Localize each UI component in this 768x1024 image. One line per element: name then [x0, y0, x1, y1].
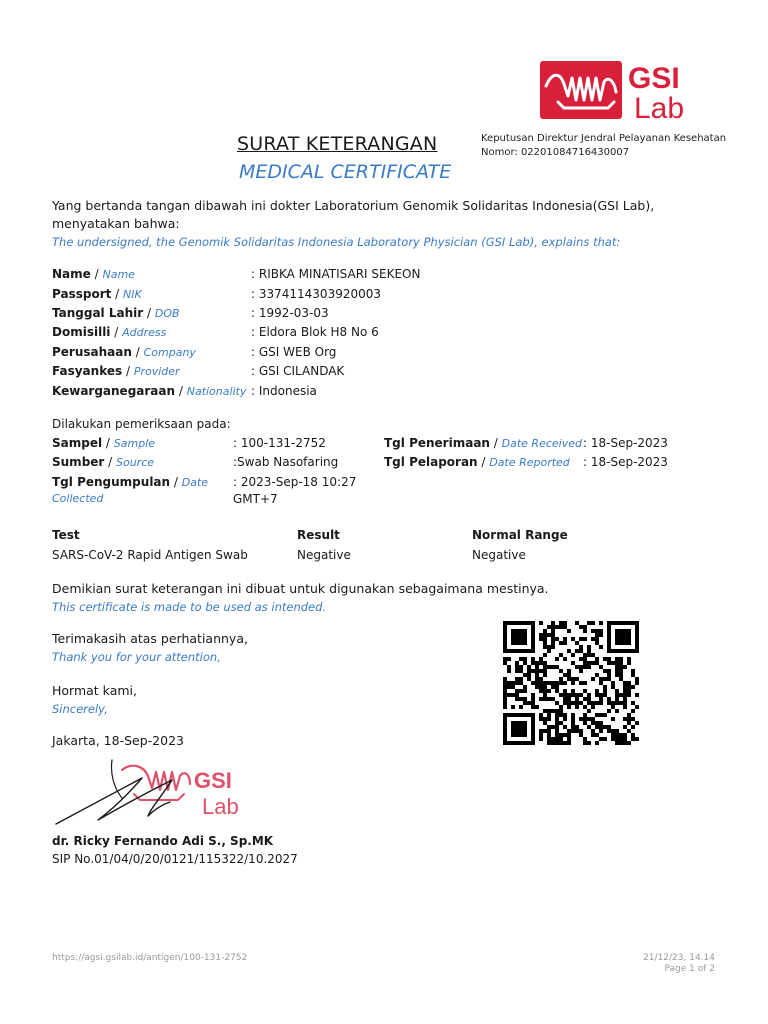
exam-source-label: Sumber / Source — [52, 455, 155, 469]
identity-label: Perusahaan — [52, 345, 132, 359]
identity-label-en: Company — [143, 346, 196, 359]
table-header-result: Result — [297, 528, 340, 542]
doctor-sip: SIP No.01/04/0/20/0121/115322/10.2027 — [52, 852, 298, 866]
exam-label-en: Source — [116, 456, 155, 469]
intro-text-en: The undersigned, the Genomik Solidaritas Indonesia Laboratory Physician (GSI Lab), explains that: — [52, 235, 621, 249]
regards-statement — [52, 682, 137, 718]
closing-text: Demikian surat keterangan ini dibuat untuk digunakan sebagaimana mestinya. — [52, 581, 549, 596]
doctor-name: dr. Ricky Fernando Adi S., Sp.MK — [52, 834, 274, 848]
exam-intro: Dilakukan pemeriksaan pada: — [52, 417, 231, 431]
table-cell-result: Negative — [297, 548, 351, 562]
exam-label: Sumber — [52, 455, 105, 469]
exam-received-label: Tgl Penerimaan / Date Received — [384, 436, 582, 450]
identity-value: : GSI CILANDAK — [251, 364, 345, 378]
identity-row-dob: Tanggal Lahir / DOB : 1992-03-03 — [52, 306, 329, 320]
qr-code — [503, 620, 639, 746]
identity-row-company: Perusahaan / Company : GSI WEB Org — [52, 345, 337, 359]
exam-source-value: :Swab Nasofaring — [233, 455, 339, 469]
city-date: Jakarta, 18-Sep-2023 — [52, 733, 184, 748]
table-cell-test: SARS-CoV-2 Rapid Antigen Swab — [52, 548, 248, 562]
exam-sample-value: : 100-131-2752 — [233, 436, 326, 450]
identity-label: Kewarganegaraan — [52, 384, 176, 398]
identity-value: : GSI WEB Org — [251, 345, 337, 359]
identity-row-provider: Fasyankes / Provider : GSI CILANDAK — [52, 364, 345, 378]
gsi-lab-logo — [538, 58, 714, 122]
identity-label-en: NIK — [123, 288, 142, 301]
exam-reported-label: Tgl Pelaporan / Date Reported — [384, 455, 570, 469]
signature-stamp — [52, 758, 252, 828]
closing-text-en: This certificate is made to be used as intended. — [52, 600, 327, 614]
table-header-normal-range: Normal Range — [472, 528, 568, 542]
logo-text-top: GSI — [628, 62, 680, 95]
table-cell-normal-range: Negative — [472, 548, 526, 562]
exam-collected-label: Tgl Pengumpulan / Date — [52, 475, 209, 489]
exam-label-en: Date Received — [501, 437, 582, 450]
identity-row-address: Domisilli / Address : Eldora Blok H8 No 6 — [52, 325, 379, 339]
identity-label: Passport — [52, 287, 112, 301]
identity-label: Fasyankes — [52, 364, 123, 378]
exam-sample-label: Sampel / Sample — [52, 436, 156, 450]
footer-page: Page 1 of 2 — [664, 964, 715, 974]
identity-label-en: Provider — [133, 365, 180, 378]
identity-value: : Eldora Blok H8 No 6 — [251, 325, 379, 339]
regards-text: Hormat kami, — [52, 683, 137, 698]
thanks-text: Terimakasih atas perhatiannya, — [52, 631, 248, 646]
exam-collected-tz: GMT+7 — [233, 492, 278, 506]
exam-label: Tgl Penerimaan — [384, 436, 490, 450]
exam-collected-label-en-2: Collected — [52, 492, 104, 505]
identity-label: Name — [52, 267, 91, 281]
identity-value: : 1992-03-03 — [251, 306, 329, 320]
exam-label-en: Sample — [113, 437, 156, 450]
identity-label-en: DOB — [154, 307, 180, 320]
thanks-statement — [52, 630, 248, 666]
decree-line-1: Keputusan Direktur Jendral Pelayanan Kesehatan — [481, 133, 727, 144]
footer-meta — [643, 953, 715, 975]
decree-block — [481, 132, 726, 160]
identity-row-passport: Passport / NIK : 3374114303920003 — [52, 287, 382, 301]
thanks-text-en: Thank you for your attention, — [52, 650, 221, 664]
intro-paragraph — [52, 197, 712, 251]
stamp-text-bottom: Lab — [202, 794, 239, 819]
exam-label: Tgl Pengumpulan — [52, 475, 171, 489]
identity-value: : Indonesia — [251, 384, 317, 398]
page-title-en: MEDICAL CERTIFICATE — [239, 161, 452, 183]
exam-reported-value: : 18-Sep-2023 — [583, 455, 668, 469]
identity-row-nationality: Kewarganegaraan / Nationality : Indonesia — [52, 384, 317, 398]
identity-row-name: Name / Name : RIBKA MINATISARI SEKEON — [52, 267, 421, 281]
identity-label-en: Address — [122, 326, 167, 339]
closing-statement — [52, 580, 549, 616]
stamp-text-top: GSI — [194, 768, 232, 793]
identity-label: Domisilli — [52, 325, 111, 339]
page-title: SURAT KETERANGAN — [237, 133, 438, 155]
exam-label: Tgl Pelaporan — [384, 455, 478, 469]
identity-label: Tanggal Lahir — [52, 306, 144, 320]
exam-label: Sampel — [52, 436, 103, 450]
exam-label-en: Date — [181, 476, 209, 489]
table-header-test: Test — [52, 528, 80, 542]
decree-number: Nomor: 02201084716430007 — [481, 147, 630, 158]
logo-text-bottom: Lab — [634, 92, 685, 122]
footer-url: https://agsi.gsilab.id/antigen/100-131-2752 — [52, 953, 248, 963]
intro-text: Yang bertanda tangan dibawah ini dokter Laboratorium Genomik Solidaritas Indonesia(GSI Lab), menyatakan bahwa: — [52, 198, 655, 231]
footer-date: 21/12/23, 14.14 — [643, 953, 715, 963]
identity-value: : RIBKA MINATISARI SEKEON — [251, 267, 421, 281]
exam-collected-value: : 2023-Sep-18 10:27 — [233, 475, 357, 489]
regards-text-en: Sincerely, — [52, 702, 108, 716]
identity-label-en: Name — [102, 268, 135, 281]
identity-value: : 3374114303920003 — [251, 287, 382, 301]
identity-label-en: Nationality — [186, 385, 247, 398]
exam-received-value: : 18-Sep-2023 — [583, 436, 668, 450]
exam-label-en: Date Reported — [489, 456, 570, 469]
